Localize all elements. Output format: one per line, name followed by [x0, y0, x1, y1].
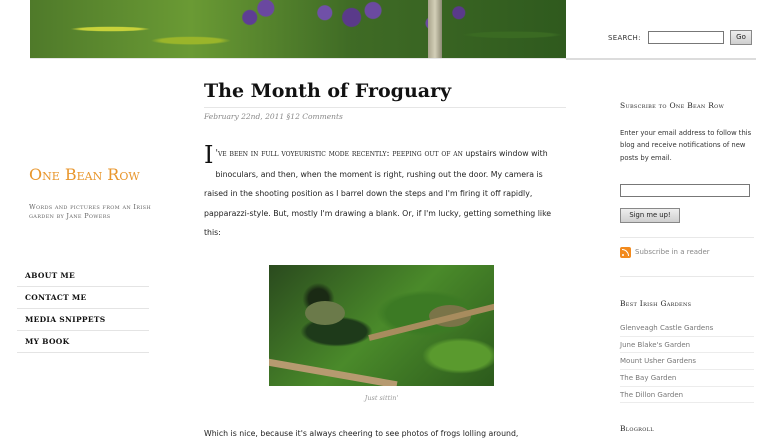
- post-paragraph: upstairs window with binoculars, and then, when the moment is right, rushing out the door. My camera is raised in the shooting position as I barrel down the steps and I'm firing it off rapidly, papparazzi-style. But, mostly I'm drawing a blank. Or, if I'm lucky, getting something like this:: [204, 149, 552, 238]
- sidebar-divider: [620, 276, 754, 277]
- blogroll-heading: Blogroll: [620, 424, 654, 433]
- garden-link[interactable]: The Bay Garden: [620, 370, 754, 387]
- banner-tree-trunk: [428, 0, 442, 58]
- sidebar-divider: [620, 237, 754, 238]
- post-title[interactable]: The Month of Froguary: [204, 80, 452, 102]
- frog-shape: [305, 301, 345, 325]
- search-go-button[interactable]: Go: [730, 30, 752, 45]
- post-meta: [204, 112, 343, 121]
- post-photo-frogs[interactable]: [269, 265, 494, 386]
- main-nav: [17, 265, 149, 353]
- comments-link[interactable]: 12 Comments: [290, 112, 343, 121]
- post-date: February 22nd, 2011: [204, 112, 285, 121]
- search-input[interactable]: [648, 31, 724, 44]
- garden-link[interactable]: June Blake's Garden: [620, 337, 754, 354]
- subscribe-reader-link[interactable]: Subscribe in a reader: [635, 248, 710, 256]
- subscribe-text: Enter your email address to follow this blog and receive notifications of new posts by email.: [620, 129, 752, 162]
- subscribe-heading: Subscribe to One Bean Row: [620, 101, 725, 110]
- gardens-heading: Best Irish Gardens: [620, 299, 692, 308]
- site-title[interactable]: One Bean Row: [29, 165, 140, 184]
- photo-caption: Just sittin': [364, 394, 399, 402]
- nav-item-contact-me[interactable]: CONTACT ME: [17, 287, 149, 309]
- sign-me-up-button[interactable]: Sign me up!: [620, 208, 680, 223]
- nav-item-my-book[interactable]: MY BOOK: [17, 331, 149, 353]
- stick-shape: [368, 301, 494, 341]
- post-lead: 've been in full voyeuristic mode recently: peeping out of an: [215, 149, 463, 159]
- nav-item-media-snippets[interactable]: MEDIA SNIPPETS: [17, 309, 149, 331]
- header-banner-image: [30, 0, 566, 58]
- gardens-list: [620, 320, 754, 403]
- email-field[interactable]: [620, 184, 750, 197]
- garden-link[interactable]: Mount Usher Gardens: [620, 353, 754, 370]
- nav-item-about-me[interactable]: ABOUT ME: [17, 265, 149, 287]
- garden-link[interactable]: The Dillon Garden: [620, 387, 754, 404]
- meta-separator: §: [286, 112, 291, 121]
- drop-cap: I: [204, 141, 214, 169]
- post-body: [204, 141, 566, 243]
- search-label: SEARCH:: [608, 34, 641, 42]
- title-divider: [204, 107, 566, 108]
- rss-icon[interactable]: [620, 247, 631, 258]
- stick-shape: [269, 357, 397, 386]
- header-divider-right: [566, 58, 756, 60]
- post-paragraph-2: Which is nice, because it's always cheering to see photos of frogs lolling around,: [204, 429, 519, 438]
- garden-link[interactable]: Glenveagh Castle Gardens: [620, 320, 754, 337]
- site-tagline: Words and pictures from an Irish garden by Jane Powers: [29, 203, 151, 220]
